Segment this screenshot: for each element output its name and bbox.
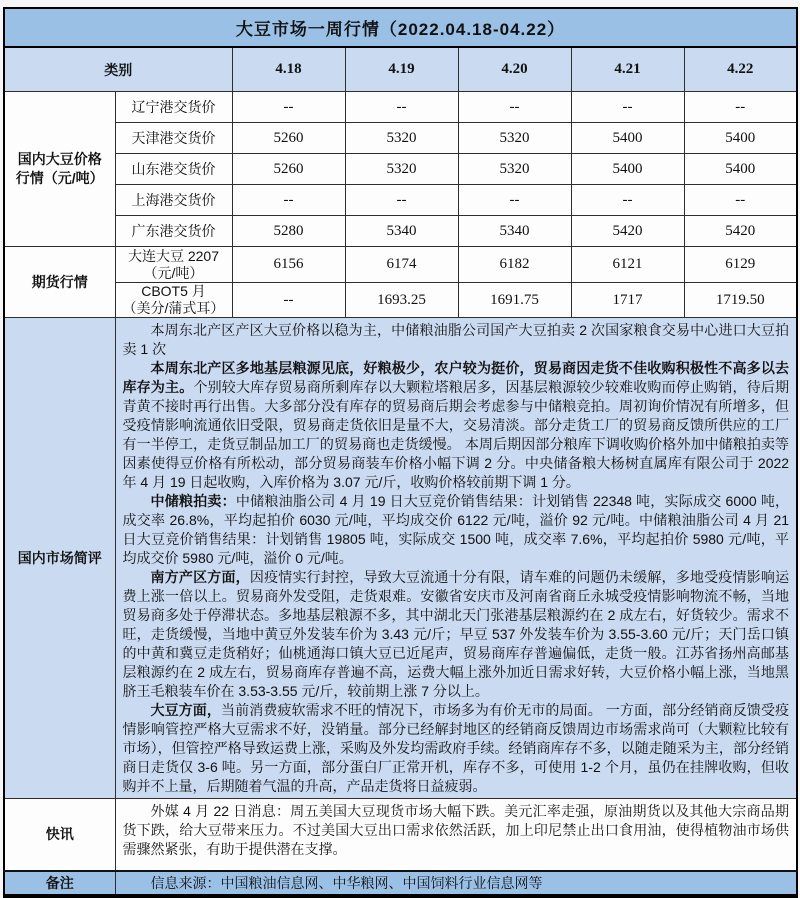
market-review-row	[4, 318, 797, 799]
news-paragraph: 外媒 4 月 22 日消息：周五美国大豆现货市场大幅下跌。美元汇率走强，原油期货以及其他大宗商品期货下跌，给大豆带来压力。不过美国大豆出口需求依然活跃，加上印尼禁止出口食用油，使得植物油市场供需骤然紧张，有助于提供潜在支撑。	[122, 803, 790, 857]
futures-value: 6182	[458, 247, 571, 283]
news-row	[4, 799, 797, 872]
price-value: 5320	[458, 154, 571, 185]
contract-name: 大连大豆 2207	[127, 247, 220, 264]
date-header-4: 4.21	[571, 47, 684, 92]
table-row	[4, 154, 797, 185]
price-value: 5400	[684, 123, 797, 154]
section-label-news: 快讯	[4, 799, 115, 872]
row-label-tianjin-port: 天津港交货价	[115, 123, 232, 154]
price-value: --	[345, 185, 458, 216]
section-label-market-review: 国内市场简评	[4, 318, 115, 799]
price-value: 5340	[458, 216, 571, 247]
category-header: 类别	[4, 47, 232, 92]
futures-value: --	[232, 283, 345, 318]
price-value: 5420	[571, 216, 684, 247]
date-header-2: 4.19	[345, 47, 458, 92]
page-title: 大豆市场一周行情（2022.04.18-04.22）	[4, 8, 797, 47]
futures-value: 6174	[345, 247, 458, 283]
price-value: 5320	[345, 123, 458, 154]
date-header-5: 4.22	[684, 47, 797, 92]
section-label-remarks: 备注	[4, 871, 115, 896]
market-review-content	[115, 318, 797, 799]
row-label-shanghai-port: 上海港交货价	[115, 185, 232, 216]
table-row	[4, 216, 797, 247]
row-label-shandong-port: 山东港交货价	[115, 154, 232, 185]
title-row	[4, 8, 797, 47]
review-paragraph: 南方产区方面，因疫情实行封控，导致大豆流通十分有限，请车难的问题仍未缓解，多地受疫情影响运费上涨一倍以上。贸易商外发受阻，走货艰难。安徽省安庆市及河南省商丘永城受疫情影响物流不畅，当地贸易商多处于停滞状态。多地基层粮源不多，其中湖北天门张港基层粮源约在 2 成左右，好货较少。需求不旺，走货缓慢，当地中黄豆外发装车价为 3.43 元/斤；早豆 537 外发装车价为 3.55-3.60 元/斤；天门岳口镇的中黄和冀豆走货稍好；仙桃通海口镇大豆已近尾声，贸易商库存普遍偏低，走货一般。江苏省扬州高邮基层粮源约在 2 成左右，贸易商库存普遍不高，运费大幅上涨外加近日需求好转，大豆价格小幅上涨，当地黑脐王毛粮装车价在 3.53-3.55 元/斤，较前期上涨 7 分以上。	[122, 569, 790, 699]
row-label-dalian-soybean-2207	[115, 247, 232, 283]
price-value: 5260	[232, 123, 345, 154]
remarks-content	[115, 871, 797, 896]
review-paragraph: 本周东北产区产区大豆价格以稳为主，中储粮油脂公司国产大豆拍卖 2 次国家粮食交易中心进口大豆拍卖 1 次	[122, 322, 790, 357]
news-content	[115, 799, 797, 872]
price-value: 5320	[458, 123, 571, 154]
soybean-weekly-table	[3, 7, 798, 898]
date-header-3: 4.20	[458, 47, 571, 92]
futures-value: 1719.50	[684, 283, 797, 318]
contract-unit: （美分/蒲式耳）	[122, 300, 225, 316]
futures-value: 6129	[684, 247, 797, 283]
row-label-cbot-may	[115, 283, 232, 318]
price-value: --	[232, 92, 345, 123]
remarks-row	[4, 871, 797, 896]
section-label-futures: 期货行情	[4, 247, 115, 318]
header-row	[4, 47, 797, 92]
price-value: --	[684, 185, 797, 216]
section-label-domestic-prices: 国内大豆价格行情（元/吨）	[4, 92, 115, 247]
table-row	[4, 247, 797, 283]
table-row	[4, 92, 797, 123]
futures-value: 6156	[232, 247, 345, 283]
price-value: 5320	[345, 154, 458, 185]
futures-value: 6121	[571, 247, 684, 283]
price-value: 5400	[684, 154, 797, 185]
review-paragraph: 本周东北产区多地基层粮源见底，好粮极少，农户较为挺价，贸易商因走货不佳收购积极性不高多以去库存为主。个别较大库存贸易商所剩库存以大颗粒塔粮居多，因基层粮源较少较难收购而停止购销，待后期青黄不接时再行出售。大多部分没有库存的贸易商后期会考虑参与中储粮竞拍。周初询价情况有所增多，但受疫情影响流通依旧受限，贸易商走货依旧是量不大，交易清淡。部分走货工厂的贸易商反馈所供应的工厂有一半停工，走货豆制品加工厂的贸易商也走货缓慢。 本周后期因部分粮库下调收购价格外加中储粮拍卖等因素使得豆价格有所松动，部分贸易商装车价格小幅下调 2 分。中央储备粮大杨树直属库有限公司于 2022 年 4 月 19 日起收购，入库价格为 3.07 元/斤，收购价格较前期下调 1 分。	[122, 360, 790, 490]
price-value: --	[345, 92, 458, 123]
price-value: --	[458, 92, 571, 123]
table-row	[4, 185, 797, 216]
review-paragraph: 大豆方面，当前消费疲软需求不旺的情况下，市场多为有价无市的局面。 一方面，部分经销商反馈受疫情影响管控严格大豆需求不好，没销量。部分已经解封地区的经销商反馈周边市场需求尚可（大颗粒比较有市场），但管控严格导致运费上涨，采购及外发均需政府手续。经销商库存不多，以随走随采为主，部分经销商日走货仅 3-6 吨。另一方面，部分蛋白厂正常开机，库存不多，可使用 1-2 个月，虽仍在挂牌收购，但收购并不上量，后期随着气温的升高，产品走货将日益疲弱。	[122, 702, 790, 794]
price-value: 5260	[232, 154, 345, 185]
info-source: 信息来源：中国粮油信息网、中华粮网、中国饲料行业信息网等	[150, 875, 543, 891]
price-value: --	[684, 92, 797, 123]
futures-value: 1717	[571, 283, 684, 318]
price-value: 5340	[345, 216, 458, 247]
row-label-liaoning-port: 辽宁港交货价	[115, 92, 232, 123]
futures-value: 1691.75	[458, 283, 571, 318]
futures-value: 1693.25	[345, 283, 458, 318]
price-value: --	[571, 92, 684, 123]
price-value: --	[571, 185, 684, 216]
price-value: --	[458, 185, 571, 216]
contract-name: CBOT5 月	[141, 283, 206, 299]
table-row	[4, 283, 797, 318]
contract-unit: （元/吨）	[143, 264, 204, 281]
row-label-guangdong-port: 广东港交货价	[115, 216, 232, 247]
price-value: --	[232, 185, 345, 216]
date-header-1: 4.18	[232, 47, 345, 92]
price-value: 5280	[232, 216, 345, 247]
review-paragraph: 中储粮拍卖：中储粮油脂公司 4 月 19 日大豆竞价销售结果：计划销售 22348 吨，实际成交 6000 吨，成交率 26.8%，平均起拍价 6030 元/吨，平均成交价 6122 元/吨，溢价 92 元/吨。中储粮油脂公司 4 月 21 日大豆竞价销售结果：计划销售 19805 吨，实际成交 1500 吨，成交率 7.6%，平均起拍价 5980 元/吨，平均成交价 5980 元/吨，溢价 0 元/吨。	[122, 493, 790, 566]
price-value: 5400	[571, 154, 684, 185]
table-row	[4, 123, 797, 154]
price-value: 5400	[571, 123, 684, 154]
price-value: 5420	[684, 216, 797, 247]
